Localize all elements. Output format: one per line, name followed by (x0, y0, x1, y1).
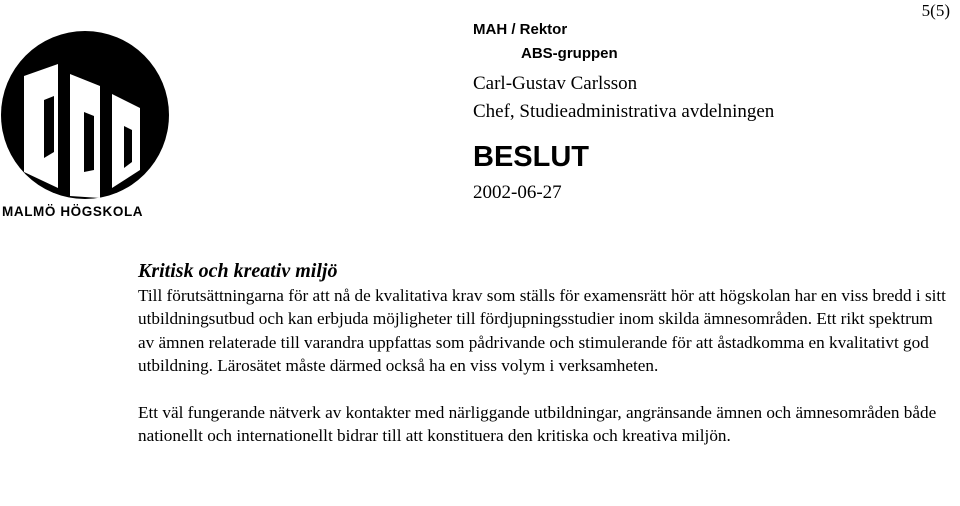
document-date: 2002-06-27 (473, 182, 562, 203)
paragraph: Till förutsättningarna för att nå de kvalitativa krav som ställs för examensrätt hör att högskolan har en viss bredd i sitt utbildningsutbud och kan erbjuda möjligheter till fördjupningsstudier inom skilda ämnesområden. Ett rikt spektrum av ämnen relaterade till varandra uppfattas som pådrivande och stimulerande för att åstadkomma en kvalitativt god utbildning. Lärosätet måste därmed också ha en viss volym i verksamheten. (138, 286, 946, 376)
person-title: Chef, Studieadministrativa avdelningen (473, 101, 775, 122)
paragraph: Ett väl fungerande nätverk av kontakter med närliggande utbildningar, angränsande ämnen och ämnesområden både nationellt och internationellt bidrar till att konstituera den kritiska och kreativa miljön. (138, 402, 937, 446)
person-name: Carl-Gustav Carlsson (473, 73, 638, 94)
document-header (473, 18, 774, 205)
logo-emblem (0, 30, 170, 200)
page-number: 5(5) (921, 1, 950, 20)
group-label: ABS-gruppen (521, 45, 618, 62)
malmo-hogskola-logo-icon (0, 30, 170, 225)
document-body (138, 258, 950, 447)
unit-label: MAH / Rektor (473, 21, 568, 38)
document-type: BESLUT (473, 141, 589, 173)
organization-name: MALMÖ HÖGSKOLA (2, 204, 144, 219)
section-heading: Kritisk och kreativ miljö (138, 260, 338, 282)
